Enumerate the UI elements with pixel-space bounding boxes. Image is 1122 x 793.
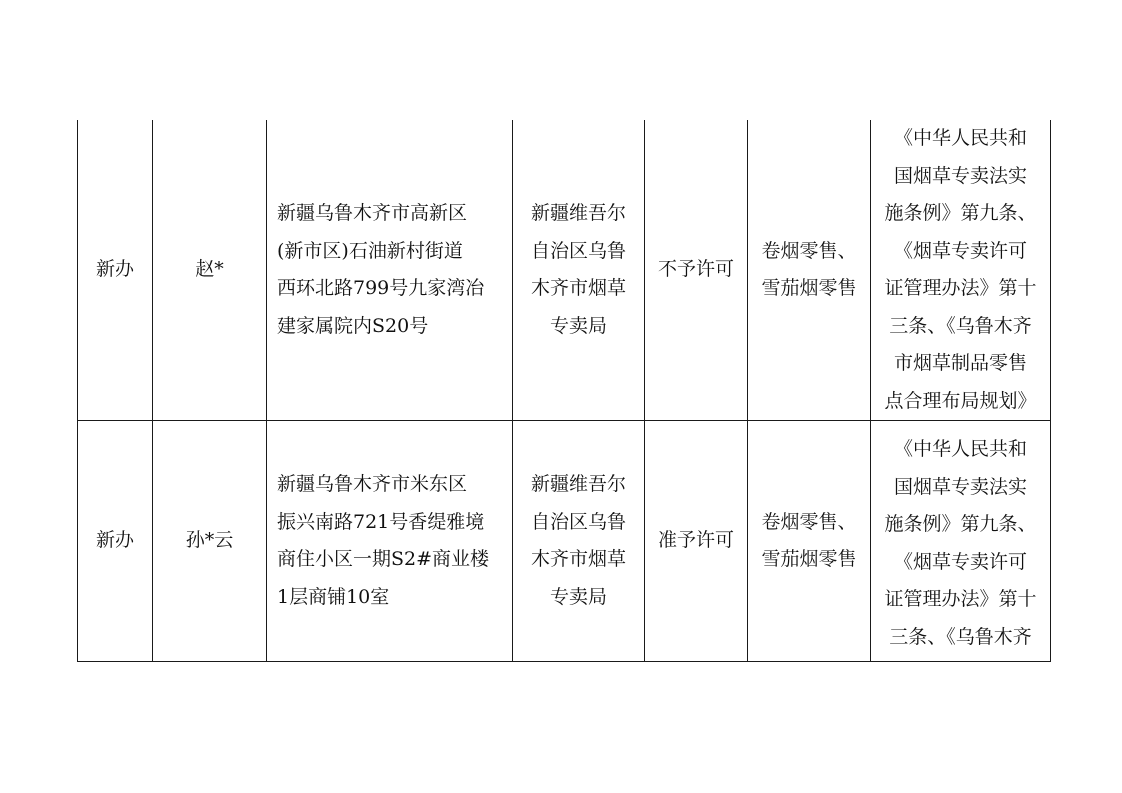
decision-cell: 准予许可 <box>645 421 748 662</box>
legal-basis-cell: 《中华人民共和 国烟草专卖法实 施条例》第九条、 《烟草专卖许可 证管理办法》第十 三条、《乌鲁木齐 市烟草制品零售 点合理布局规划》 <box>871 120 1051 421</box>
business-address-cell: 新疆乌鲁木齐市米东区 振兴南路721号香缇雅境 商住小区一期S2#商业楼 1层商铺10室 <box>267 421 513 662</box>
permit-decision-table <box>77 120 1051 662</box>
application-type-cell: 新办 <box>78 421 153 662</box>
application-type-cell: 新办 <box>78 120 153 421</box>
authority-cell: 新疆维吾尔 自治区乌鲁 木齐市烟草 专卖局 <box>513 421 645 662</box>
business-scope-cell: 卷烟零售、 雪茄烟零售 <box>748 421 871 662</box>
business-address-cell: 新疆乌鲁木齐市高新区 (新市区)石油新村街道 西环北路799号九家湾冶 建家属院内S20号 <box>267 120 513 421</box>
legal-basis-cell: 《中华人民共和 国烟草专卖法实 施条例》第九条、 《烟草专卖许可 证管理办法》第十 三条、《乌鲁木齐 <box>871 421 1051 662</box>
applicant-name-cell: 孙*云 <box>153 421 267 662</box>
authority-cell: 新疆维吾尔 自治区乌鲁 木齐市烟草 专卖局 <box>513 120 645 421</box>
table-row <box>78 421 1051 662</box>
decision-cell: 不予许可 <box>645 120 748 421</box>
applicant-name-cell: 赵* <box>153 120 267 421</box>
business-scope-cell: 卷烟零售、 雪茄烟零售 <box>748 120 871 421</box>
table-row <box>78 120 1051 421</box>
